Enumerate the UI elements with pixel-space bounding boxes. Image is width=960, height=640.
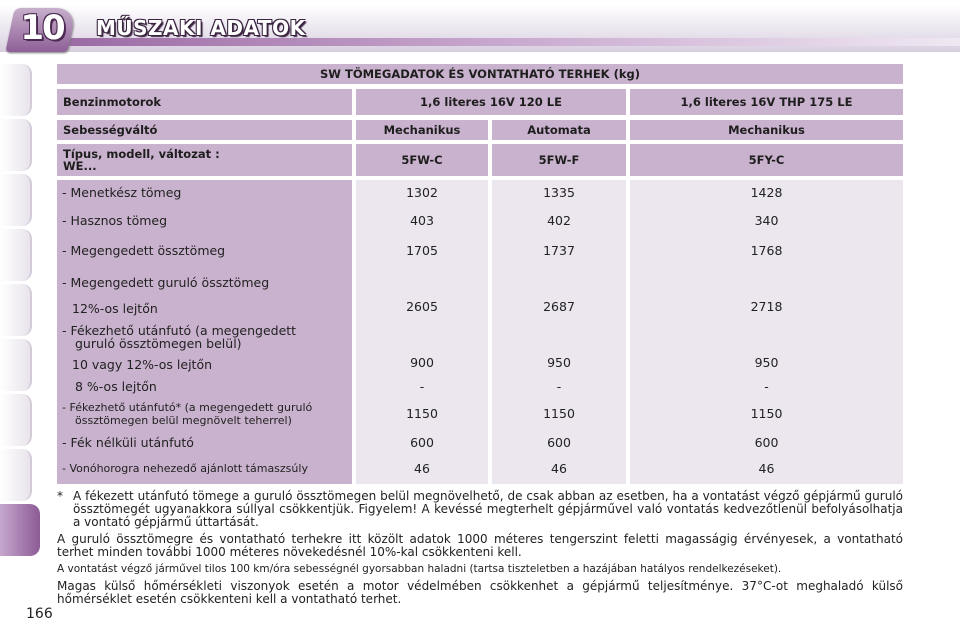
row-label: - Fékezhető utánfutó* (a megengedett guruló: [62, 401, 313, 414]
footnote-star: *: [57, 489, 63, 503]
side-tab[interactable]: [0, 174, 32, 226]
cell-value: 950: [754, 355, 779, 370]
row-label: - Hasznos tömeg: [62, 213, 168, 228]
cell-value: -: [556, 379, 562, 394]
row-label: - Megengedett össztömeg: [62, 243, 226, 258]
footnote-3: A vontatást végző járművel tilos 100 km/óra sebességnél gyorsabban haladni (tartsa tiszteletben a hazájában hatályos rendelkezéseket).: [57, 563, 782, 575]
cell-value: 46: [414, 461, 430, 476]
gearbox-col-3: Mechanikus: [630, 120, 903, 140]
type-col-1: 5FW-C: [356, 144, 488, 176]
row-sublabel: 10 vagy 12%-os lejtőn: [72, 357, 213, 372]
row-label: - Menetkész tömeg: [62, 185, 182, 200]
side-tab[interactable]: [0, 229, 32, 281]
page-title: MŰSZAKI ADATOK: [96, 16, 306, 40]
row-sublabel: 12%-os lejtőn: [72, 301, 158, 316]
cell-value: 2718: [750, 299, 783, 314]
type-label-2: WE...: [63, 159, 97, 173]
footnote-2: A guruló össztömegre és vontatható terhekre itt közölt adatok 1000 méteres tengerszint feletti magasságig érvényesek, a vontatható terhet minden további 1000 méteres növekedésnél 10%-kal csökkenteni kell.: [57, 532, 903, 559]
gearbox-header: Sebességváltó: [57, 120, 352, 140]
cell-value: 1768: [750, 243, 783, 258]
cell-value: 2687: [543, 299, 575, 314]
type-col-3: 5FY-C: [630, 144, 903, 176]
side-tab[interactable]: [0, 284, 32, 336]
cell-value: 2605: [406, 299, 438, 314]
side-tab[interactable]: [0, 339, 32, 391]
footnotes: [57, 490, 903, 606]
cell-value: 402: [547, 213, 571, 228]
row-label: - Megengedett guruló össztömeg: [62, 275, 270, 290]
cell-value: -: [764, 379, 769, 394]
cell-value: 1428: [750, 185, 783, 200]
side-chapter-tabs: [0, 64, 36, 554]
table-title: SW TÖMEGADATOK ÉS VONTATHATÓ TERHEK (kg): [57, 64, 903, 84]
cell-value: 46: [551, 461, 567, 476]
cell-value: -: [419, 379, 425, 394]
side-tab[interactable]: [0, 119, 32, 171]
gearbox-col-2: Automata: [492, 120, 626, 140]
cell-value: 1335: [543, 185, 575, 200]
row-label: - Fékezhető utánfutó (a megengedett: [62, 323, 297, 338]
engine-header: Benzinmotorok: [57, 89, 352, 115]
gearbox-col-1: Mechanikus: [356, 120, 488, 140]
side-tab[interactable]: [0, 394, 32, 446]
side-tab[interactable]: [0, 449, 32, 501]
table-body: [57, 180, 903, 484]
cell-value: 600: [410, 435, 434, 450]
engine-col-2: 1,6 literes 16V THP 175 LE: [630, 89, 903, 115]
footnote-4: Magas külső hőmérsékleti viszonyok esetén a motor védelmében csökkenhet a gépjármű teljesítménye. 37°C-ot meghaladó külső hőmérséklet esetén csökkenteni kell a vontatható terhet.: [57, 579, 903, 606]
type-col-2: 5FW-F: [492, 144, 626, 176]
cell-value: 600: [754, 435, 779, 450]
cell-value: 1705: [406, 243, 438, 258]
cell-value: 950: [547, 355, 571, 370]
cell-value: 1150: [543, 406, 575, 421]
page-number: 166: [26, 606, 53, 622]
cell-value: 1302: [406, 185, 438, 200]
side-tab[interactable]: [0, 64, 32, 116]
engine-col-1: 1,6 literes 16V 120 LE: [356, 89, 626, 115]
row-label-cont: guruló össztömegen belül): [75, 336, 242, 351]
cell-value: 1737: [543, 243, 575, 258]
row-label: - Vonóhorogra nehezedő ajánlott támaszsúly: [62, 462, 308, 475]
cell-value: 600: [547, 435, 571, 450]
cell-value: 403: [410, 213, 434, 228]
cell-value: 1150: [750, 406, 783, 421]
footnote-1: A fékezett utánfutó tömege a guruló össztömegen belül megnövelhető, de csak abban az esetben, ha a vontatást végző gépjármű guruló össztömegét ugyanakkora súllyal csökkentjük. Figyelem! A kevéssé megterhelt gépjárművel való vontatás kedvezőtlenül befolyásolhatja a vontató gépjármű úttartását.: [73, 489, 903, 529]
cell-value: 1150: [406, 406, 438, 421]
cell-value: 900: [410, 355, 434, 370]
type-header: [57, 144, 352, 176]
cell-value: 340: [754, 213, 779, 228]
type-label-1: Típus, modell, változat :: [63, 147, 220, 161]
cell-value: 46: [758, 461, 775, 476]
row-label-cont: össztömegen belül megnövelt teherrel): [75, 414, 292, 427]
row-label: 8 %-os lejtőn: [75, 379, 157, 394]
chapter-number: 10: [20, 8, 64, 48]
side-tab-active[interactable]: [0, 504, 40, 556]
row-label: - Fék nélküli utánfutó: [62, 435, 194, 450]
